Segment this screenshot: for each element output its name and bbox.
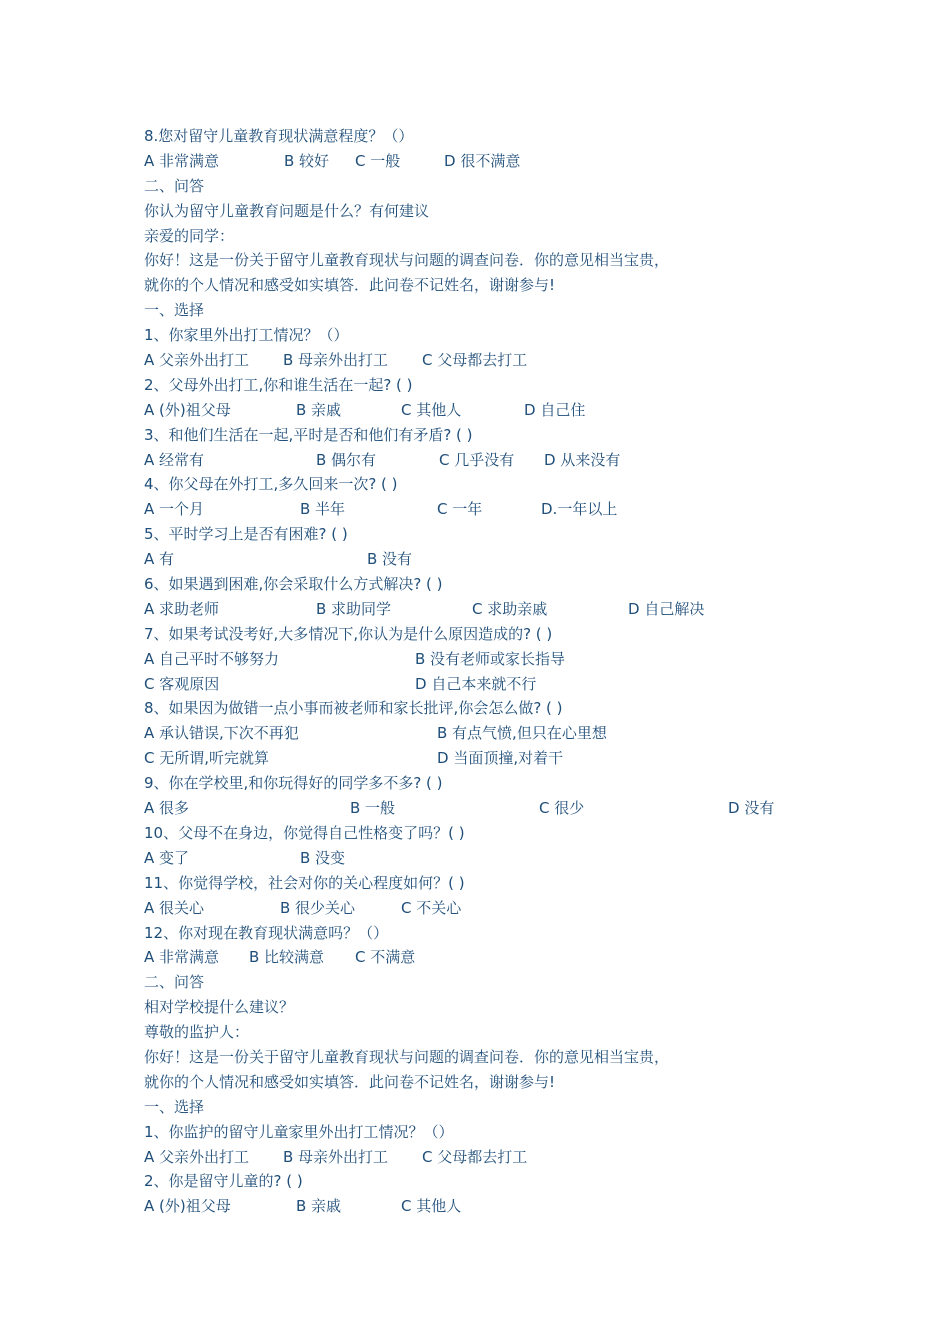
option-item: B 较好 xyxy=(284,151,330,170)
text-line: 相对学校提什么建议？ xyxy=(144,998,295,1017)
option-item: A 一个月 xyxy=(144,500,205,519)
option-item: A 非常满意 xyxy=(144,948,220,967)
option-item: B 很少关心 xyxy=(280,898,356,917)
document-body xyxy=(144,124,844,1219)
text-line: 9、你在学校里,和你玩得好的同学多不多? ( ) xyxy=(144,774,443,793)
option-row xyxy=(144,597,844,622)
option-item: A 有 xyxy=(144,550,175,569)
option-row xyxy=(144,721,844,746)
option-item: D 自己本来就不行 xyxy=(415,674,537,693)
option-item: B 有点气愤,但只在心里想 xyxy=(437,724,607,743)
option-item: A 很多 xyxy=(144,799,190,818)
option-item: B 比较满意 xyxy=(249,948,325,967)
option-row xyxy=(144,796,844,821)
option-row xyxy=(144,896,844,921)
option-item: B 没变 xyxy=(300,848,346,867)
option-row xyxy=(144,1145,844,1170)
option-item: C 无所谓,听完就算 xyxy=(144,749,270,768)
option-row xyxy=(144,1194,844,1219)
option-item: B 半年 xyxy=(300,500,346,519)
option-item: A (外)祖父母 xyxy=(144,400,231,419)
text-line: 尊敬的监护人： xyxy=(144,1023,250,1042)
text-line: 4、你父母在外打工,多久回来一次? ( ) xyxy=(144,475,398,494)
option-row xyxy=(144,547,844,572)
option-item: A 父亲外出打工 xyxy=(144,351,250,370)
text-line: 1、你监护的留守儿童家里外出打工情况？（） xyxy=(144,1122,454,1141)
option-item: D 很不满意 xyxy=(444,151,521,170)
option-item: C 求助亲戚 xyxy=(472,599,548,618)
option-item: D 没有 xyxy=(728,799,775,818)
text-line: 就你的个人情况和感受如实填答．此问卷不记姓名，谢谢参与! xyxy=(144,276,556,295)
option-item: A 自己平时不够努力 xyxy=(144,649,280,668)
text-line: 二、问答 xyxy=(144,176,205,195)
option-item: A 非常满意 xyxy=(144,151,220,170)
option-item: C 其他人 xyxy=(401,1197,462,1216)
option-item: D 当面顶撞,对着干 xyxy=(437,749,564,768)
text-line: 2、父母外出打工,你和谁生活在一起? ( ) xyxy=(144,375,413,394)
option-item: C 不满意 xyxy=(355,948,416,967)
option-item: B 亲戚 xyxy=(296,400,342,419)
option-item: C 父母都去打工 xyxy=(422,351,528,370)
option-row xyxy=(144,746,844,771)
option-item: A 经常有 xyxy=(144,450,205,469)
option-row xyxy=(144,846,844,871)
option-item: B 没有老师或家长指导 xyxy=(415,649,566,668)
option-row xyxy=(144,672,844,697)
option-item: B 母亲外出打工 xyxy=(283,1147,389,1166)
option-row xyxy=(144,647,844,672)
option-item: C 一年 xyxy=(437,500,483,519)
text-line: 就你的个人情况和感受如实填答．此问卷不记姓名，谢谢参与! xyxy=(144,1072,556,1091)
option-item: B 亲戚 xyxy=(296,1197,342,1216)
text-line: 你好！这是一份关于留守儿童教育现状与问题的调查问卷．你的意见相当宝贵， xyxy=(144,1047,670,1066)
option-item: B 偶尔有 xyxy=(316,450,377,469)
text-line: 11、你觉得学校，社会对你的关心程度如何？( ) xyxy=(144,873,465,892)
text-line: 7、如果考试没考好,大多情况下,你认为是什么原因造成的? ( ) xyxy=(144,624,553,643)
text-line: 5、平时学习上是否有困难? ( ) xyxy=(144,525,348,544)
option-item: A (外)祖父母 xyxy=(144,1197,231,1216)
option-row xyxy=(144,398,844,423)
option-item: D 从来没有 xyxy=(544,450,621,469)
text-line: 你认为留守儿童教育问题是什么？有何建议 xyxy=(144,201,430,220)
option-item: B 一般 xyxy=(350,799,396,818)
text-line: 2、你是留守儿童的? ( ) xyxy=(144,1172,303,1191)
text-line: 你好！这是一份关于留守儿童教育现状与问题的调查问卷．你的意见相当宝贵， xyxy=(144,251,670,270)
text-line: 12、你对现在教育现状满意吗？（） xyxy=(144,923,389,942)
option-item: C 几乎没有 xyxy=(439,450,515,469)
option-item: A 承认错误,下次不再犯 xyxy=(144,724,299,743)
option-item: A 变了 xyxy=(144,848,190,867)
option-item: C 不关心 xyxy=(401,898,462,917)
option-row xyxy=(144,497,844,522)
option-item: C 其他人 xyxy=(401,400,462,419)
option-item: C 一般 xyxy=(355,151,401,170)
option-item: C 很少 xyxy=(539,799,585,818)
text-line: 6、如果遇到困难,你会采取什么方式解决? ( ) xyxy=(144,575,443,594)
text-line: 8、如果因为做错一点小事而被老师和家长批评,你会怎么做? ( ) xyxy=(144,699,563,718)
text-line: 1、你家里外出打工情况？（） xyxy=(144,326,349,345)
option-item: A 很关心 xyxy=(144,898,205,917)
option-item: B 求助同学 xyxy=(316,599,392,618)
option-item: A 父亲外出打工 xyxy=(144,1147,250,1166)
option-item: A 求助老师 xyxy=(144,599,220,618)
option-item: B 没有 xyxy=(367,550,413,569)
text-line: 8.您对留守儿童教育现状满意程度？（） xyxy=(144,127,414,145)
option-row xyxy=(144,348,844,373)
option-item: D 自己住 xyxy=(524,400,586,419)
text-line: 二、问答 xyxy=(144,973,205,992)
option-row xyxy=(144,945,844,970)
option-item: D 自己解决 xyxy=(628,599,705,618)
option-item: C 客观原因 xyxy=(144,674,220,693)
option-item: B 母亲外出打工 xyxy=(283,351,389,370)
option-row xyxy=(144,448,844,473)
option-item: C 父母都去打工 xyxy=(422,1147,528,1166)
text-line: 3、和他们生活在一起,平时是否和他们有矛盾? ( ) xyxy=(144,425,473,444)
text-line: 一、选择 xyxy=(144,1097,205,1116)
option-item: D.一年以上 xyxy=(541,500,618,519)
text-line: 10、父母不在身边，你觉得自己性格变了吗？( ) xyxy=(144,823,465,842)
text-line: 一、选择 xyxy=(144,301,205,320)
text-line: 亲爱的同学： xyxy=(144,226,235,245)
option-row xyxy=(144,149,844,174)
